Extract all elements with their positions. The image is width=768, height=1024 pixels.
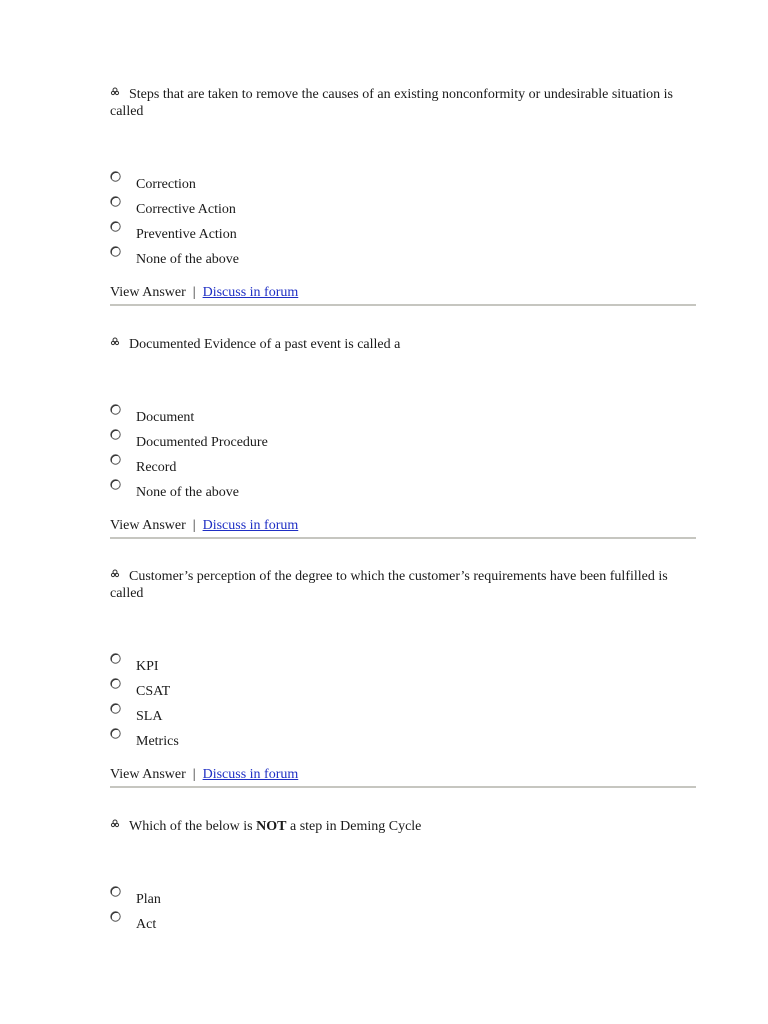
question-1: [110, 86, 696, 120]
flower-bullet-icon: [110, 337, 120, 347]
option-label: None of the above: [136, 485, 240, 500]
question-1-footer: [110, 284, 696, 306]
link-separator: |: [189, 767, 200, 782]
option-label: SLA: [136, 709, 163, 724]
question-4-text-before: Which of the below is: [129, 819, 257, 834]
radio-button-icon[interactable]: [110, 246, 121, 257]
option-act[interactable]: [110, 916, 510, 936]
option-label: Metrics: [136, 734, 179, 749]
option-kpi[interactable]: [110, 658, 510, 678]
option-none-of-the-above[interactable]: [110, 484, 510, 504]
radio-button-icon[interactable]: [110, 653, 121, 664]
radio-button-icon[interactable]: [110, 886, 121, 897]
option-label: KPI: [136, 659, 159, 674]
flower-bullet-icon: [110, 569, 120, 579]
radio-button-icon[interactable]: [110, 728, 121, 739]
radio-button-icon[interactable]: [110, 911, 121, 922]
question-2-footer: [110, 517, 696, 539]
question-1-text: Steps that are taken to remove the causes of an existing nonconformity or undesirable situation is called: [110, 87, 673, 119]
radio-button-icon[interactable]: [110, 454, 121, 465]
option-plan[interactable]: [110, 891, 510, 911]
option-label: Corrective Action: [136, 202, 236, 217]
flower-bullet-icon: [110, 819, 120, 829]
option-label: None of the above: [136, 252, 240, 267]
option-preventive-action[interactable]: [110, 226, 510, 246]
question-1-stem: [110, 86, 696, 120]
option-csat[interactable]: [110, 683, 510, 703]
view-answer-link[interactable]: View Answer: [110, 518, 186, 533]
option-none-of-the-above[interactable]: [110, 251, 510, 271]
option-label: CSAT: [136, 684, 171, 699]
radio-button-icon[interactable]: [110, 678, 121, 689]
question-2: [110, 336, 696, 353]
radio-button-icon[interactable]: [110, 429, 121, 440]
radio-button-icon[interactable]: [110, 196, 121, 207]
question-3: [110, 568, 696, 602]
view-answer-link[interactable]: View Answer: [110, 285, 186, 300]
question-4-emphasis: NOT: [256, 819, 287, 834]
discuss-in-forum-link[interactable]: Discuss in forum: [202, 767, 299, 782]
option-correction[interactable]: [110, 176, 510, 196]
question-2-stem: [110, 336, 696, 353]
link-separator: |: [189, 285, 200, 300]
question-4: [110, 818, 696, 835]
radio-button-icon[interactable]: [110, 171, 121, 182]
option-label: Plan: [136, 892, 161, 907]
option-label: Documented Procedure: [136, 435, 268, 450]
radio-button-icon[interactable]: [110, 221, 121, 232]
link-separator: |: [189, 518, 200, 533]
radio-button-icon[interactable]: [110, 479, 121, 490]
radio-button-icon[interactable]: [110, 703, 121, 714]
option-documented-procedure[interactable]: [110, 434, 510, 454]
question-3-text: Customer’s perception of the degree to which the customer’s requirements have been fulfilled is called: [110, 569, 668, 601]
option-document[interactable]: [110, 409, 510, 429]
question-3-stem: [110, 568, 696, 602]
option-label: Record: [136, 460, 177, 475]
radio-button-icon[interactable]: [110, 404, 121, 415]
option-label: Correction: [136, 177, 196, 192]
option-sla[interactable]: [110, 708, 510, 728]
option-record[interactable]: [110, 459, 510, 479]
option-label: Preventive Action: [136, 227, 237, 242]
flower-bullet-icon: [110, 87, 120, 97]
question-4-text-after: a step in Deming Cycle: [286, 819, 422, 834]
option-label: Act: [136, 917, 157, 932]
discuss-in-forum-link[interactable]: Discuss in forum: [202, 285, 299, 300]
option-corrective-action[interactable]: [110, 201, 510, 221]
option-label: Document: [136, 410, 195, 425]
view-answer-link[interactable]: View Answer: [110, 767, 186, 782]
option-metrics[interactable]: [110, 733, 510, 753]
question-2-text: Documented Evidence of a past event is called a: [129, 337, 401, 352]
question-4-stem: [110, 818, 696, 835]
question-3-footer: [110, 766, 696, 788]
discuss-in-forum-link[interactable]: Discuss in forum: [202, 518, 299, 533]
